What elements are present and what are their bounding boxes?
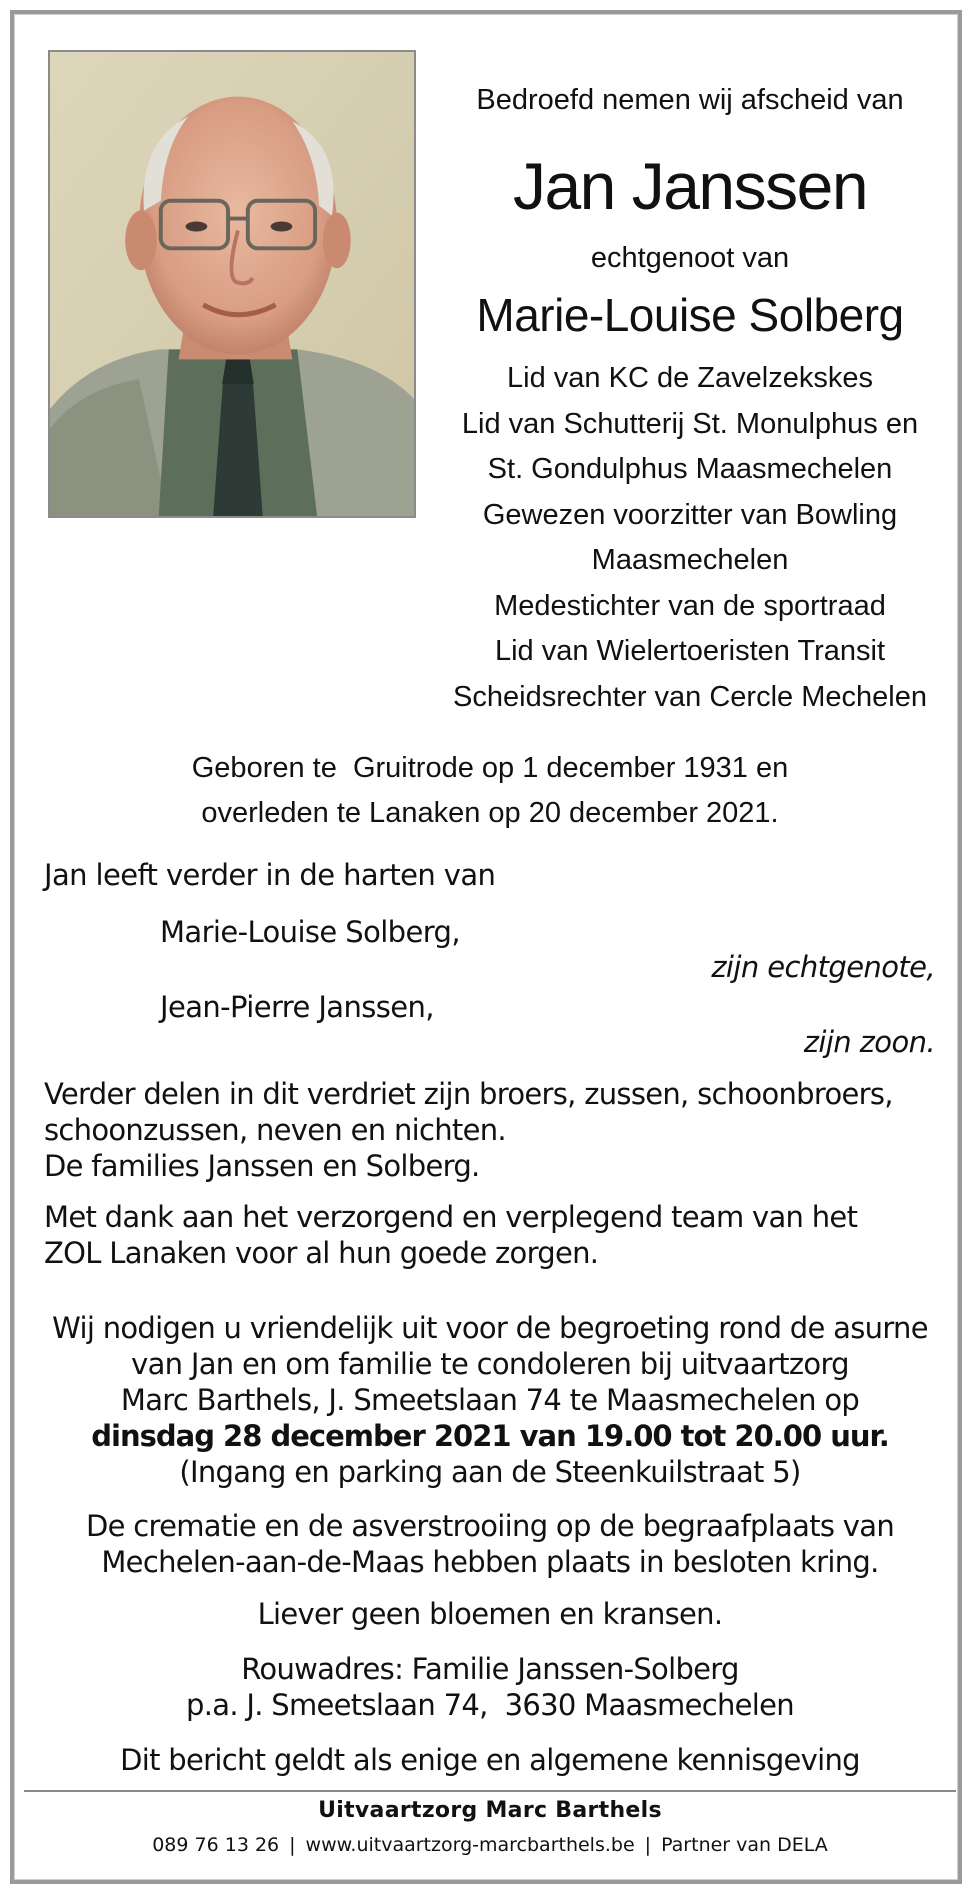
- spouse-label: echtgenoot van: [590, 242, 790, 274]
- family-member-relation: zijn echtgenote,: [711, 950, 935, 984]
- death-line: overleden te Lanaken op 20 december 2021.: [201, 797, 779, 829]
- thanks-paragraph: [44, 1199, 944, 1271]
- membership-item: Lid van KC de Zavelzekskes: [507, 362, 873, 394]
- funeral-company-name: Uitvaartzorg Marc Barthels: [318, 1798, 662, 1823]
- ceremony-datetime: dinsdag 28 december 2021 van 19.00 tot 20.00 uur.: [91, 1419, 889, 1453]
- address-line: p.a. J. Smeetslaan 74, 3630 Maasmechelen: [186, 1688, 794, 1722]
- share-line: schoonzussen, neven en nichten.: [44, 1113, 506, 1147]
- thanks-line: Met dank aan het verzorgend en verplegend team van het: [44, 1200, 858, 1234]
- birth-death-info: [40, 746, 940, 836]
- footer-separator: |: [289, 1834, 296, 1856]
- footer-contact: [40, 1834, 940, 1856]
- thanks-line: ZOL Lanaken voor al hun goede zorgen.: [44, 1236, 599, 1270]
- cremation-paragraph: [40, 1508, 940, 1580]
- family-member-name: Marie-Louise Solberg,: [160, 915, 460, 949]
- family-member-relation: zijn zoon.: [803, 1025, 935, 1059]
- membership-item: Scheidsrechter van Cercle Mechelen: [453, 680, 927, 713]
- address-line: Rouwadres: Familie Janssen-Solberg: [241, 1652, 739, 1686]
- membership-item: Medestichter van de sportraad: [494, 589, 886, 622]
- birth-line: Geboren te Gruitrode op 1 december 1931 en: [191, 752, 789, 784]
- deceased-name: Jan Janssen: [512, 149, 868, 223]
- membership-item: Gewezen voorzitter van Bowling: [482, 498, 898, 531]
- family-member-name: Jean-Pierre Janssen,: [160, 990, 434, 1024]
- memberships-list: [430, 356, 950, 720]
- portrait-illustration: [50, 52, 414, 516]
- membership-item: Lid van Wielertoeristen Transit: [494, 635, 886, 667]
- share-line: Verder delen in dit verdriet zijn broers, zussen, schoonbroers,: [44, 1077, 893, 1111]
- invite-line: Wij nodigen u vriendelijk uit voor de begroeting rond de asurne: [52, 1311, 928, 1345]
- mourning-address: [40, 1651, 940, 1723]
- share-paragraph: [44, 1076, 944, 1184]
- membership-item: Maasmechelen: [591, 544, 789, 576]
- membership-item: Lid van Schutterij St. Monulphus en: [461, 407, 919, 440]
- cremation-line: Mechelen-aan-de-Maas hebben plaats in besloten kring.: [101, 1545, 879, 1579]
- share-line: De families Janssen en Solberg.: [44, 1149, 480, 1183]
- lives-on-text: Jan leeft verder in de harten van: [44, 858, 496, 892]
- intro-text: Bedroefd nemen wij afscheid van: [476, 84, 904, 116]
- invite-line: Marc Barthels, J. Smeetslaan 74 te Maasmechelen op: [120, 1383, 860, 1417]
- footer-separator: |: [644, 1834, 652, 1856]
- spouse-name: Marie-Louise Solberg: [476, 289, 904, 341]
- membership-item: St. Gondulphus Maasmechelen: [487, 453, 893, 485]
- flowers-note: Liever geen bloemen en kransen.: [257, 1597, 723, 1631]
- parking-info: (Ingang en parking aan de Steenkuilstraat 5): [179, 1455, 801, 1489]
- invite-line: van Jan en om familie te condoleren bij uitvaartzorg: [131, 1347, 849, 1381]
- footer-divider: [24, 1790, 956, 1792]
- cremation-line: De crematie en de asverstrooiing op de begraafplaats van: [85, 1509, 895, 1543]
- portrait-photo: [48, 50, 416, 518]
- footer-website: www.uitvaartzorg-marcbarthels.be: [305, 1834, 635, 1856]
- footer-partner: Partner van DELA: [661, 1834, 828, 1856]
- notice-text: Dit bericht geldt als enige en algemene kennisgeving: [120, 1743, 860, 1777]
- invitation-paragraph: [40, 1310, 940, 1490]
- footer-phone: 089 76 13 26: [152, 1834, 280, 1856]
